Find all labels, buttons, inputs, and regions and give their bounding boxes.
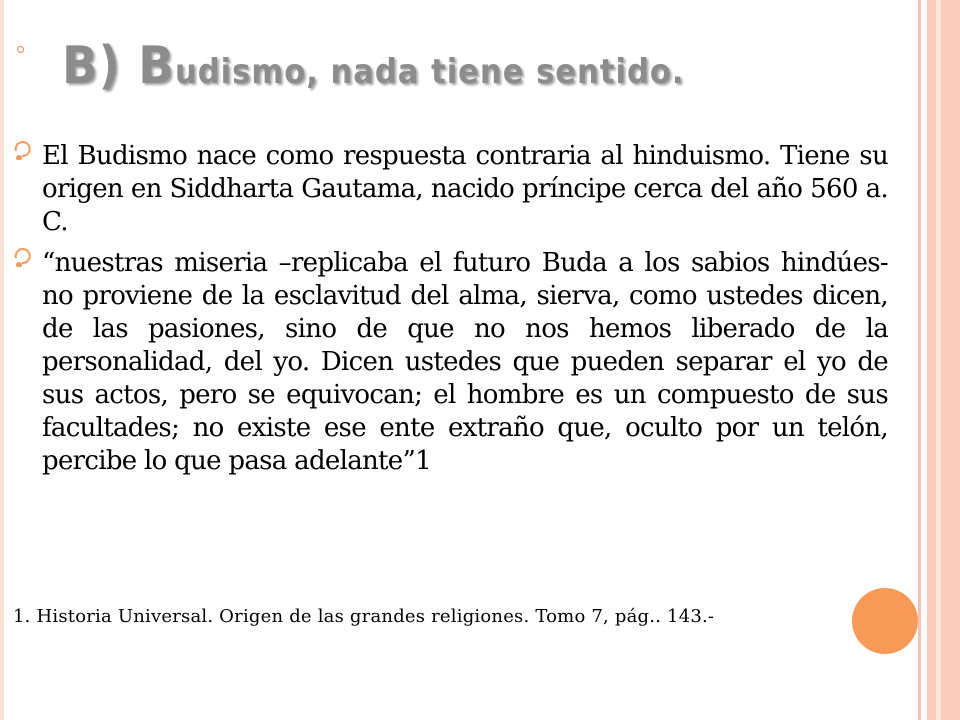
bullet-list xyxy=(13,140,888,486)
bullet-marker-icon xyxy=(13,140,33,160)
right-decorative-stripe xyxy=(918,0,921,720)
decorative-orange-circle xyxy=(852,588,918,654)
bullet-item xyxy=(13,247,888,478)
right-decorative-stripe xyxy=(941,0,960,720)
title-accent-circle xyxy=(17,46,24,53)
bullet-text: El Budismo nace como respuesta contraria al hinduismo. Tiene su origen en Siddharta Gautama, nacido príncipe cerca del año 560 a. C. xyxy=(42,141,888,237)
bullet-text: “nuestras miseria –replicaba el futuro Buda a los sabios hindúes- no proviene de la esclavitud del alma, sierva, como ustedes dicen, de las pasiones, sino de que no nos hemos liberado de la personalidad, del yo. Dicen ustedes que pueden separar el yo de sus actos, pero se equivocan; el hombre es un compuesto de sus facultades; no existe ese ente extraño que, oculto por un telón, percibe lo que pasa adelante”1 xyxy=(42,248,888,476)
title-rest: udismo, nada tiene sentido. xyxy=(174,52,685,92)
left-decorative-stripe xyxy=(0,0,4,720)
bullet-marker-icon xyxy=(13,247,33,267)
bullet-item xyxy=(13,140,888,239)
footnote: 1. Historia Universal. Origen de las grandes religiones. Tomo 7, pág.. 143.- xyxy=(13,606,715,627)
slide-title xyxy=(62,36,882,96)
title-initial: B) B xyxy=(62,36,175,96)
right-decorative-stripe xyxy=(927,0,936,720)
